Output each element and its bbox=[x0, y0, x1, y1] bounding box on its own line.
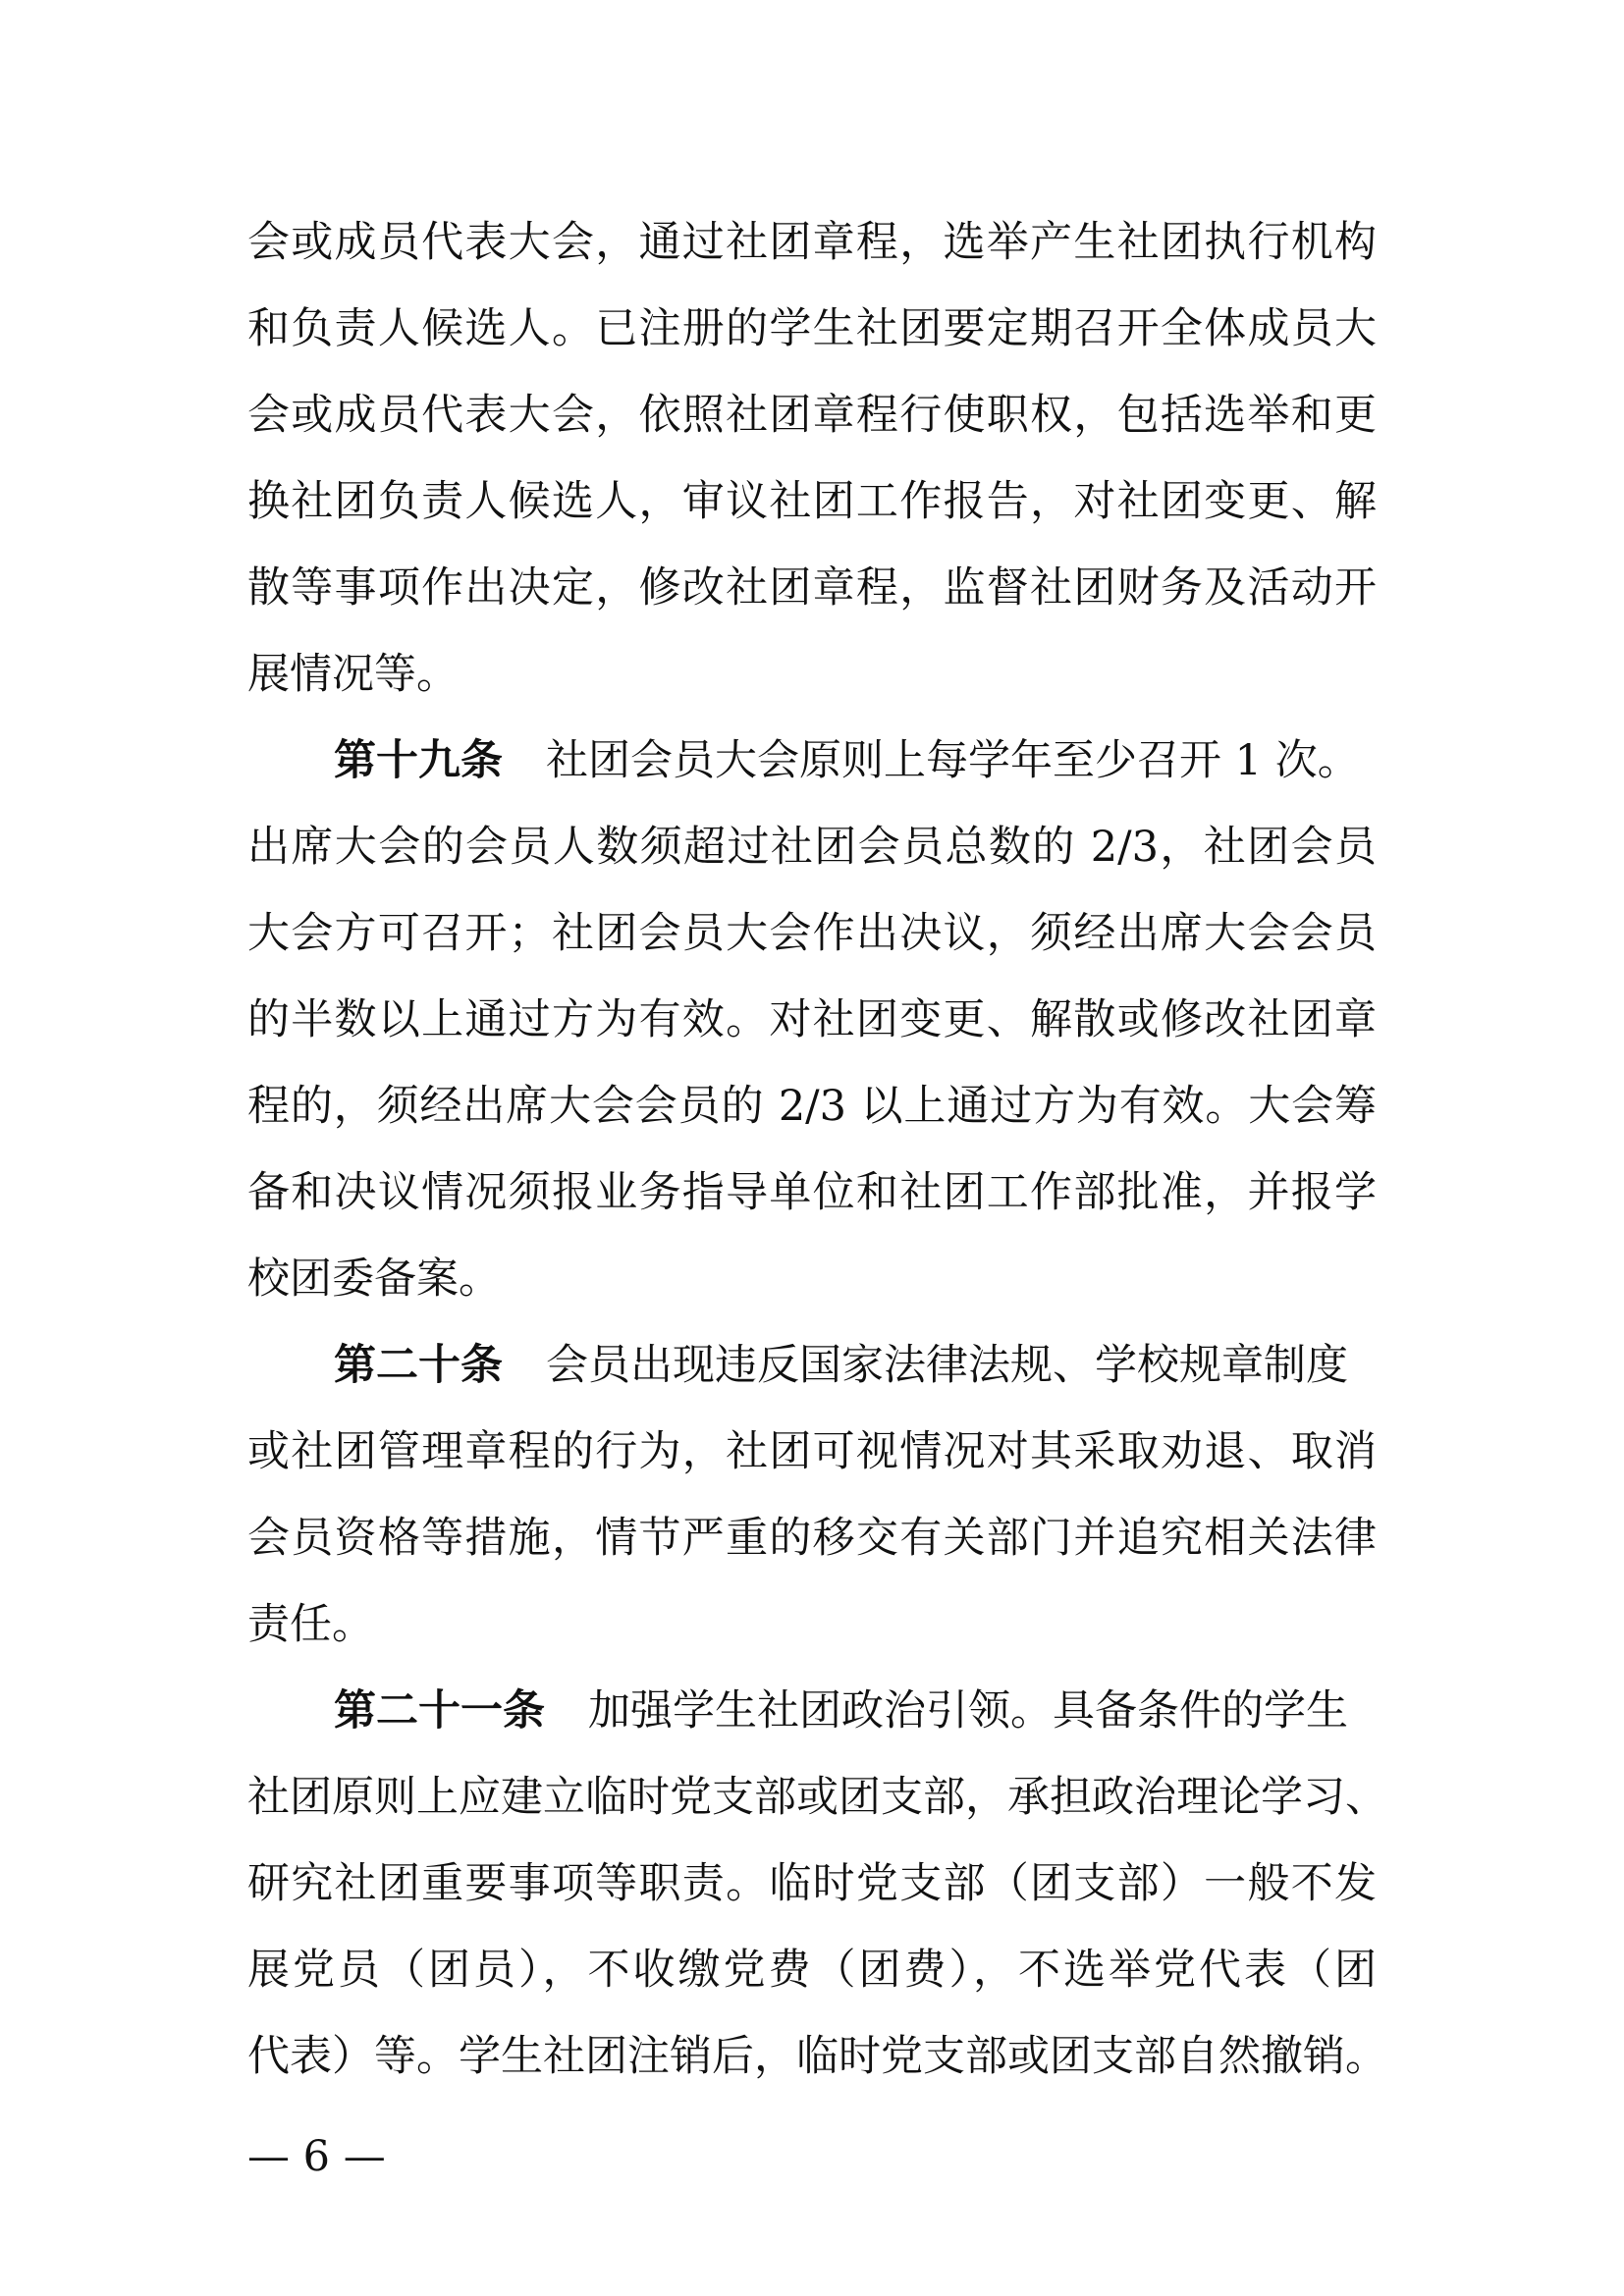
paragraph-line: 展情况等。 bbox=[247, 650, 459, 699]
article-20-text: 会员出现违反国家法律法规、学校规章制度 bbox=[546, 1341, 1348, 1390]
paragraph-line: 研究社团重要事项等职责。临时党支部（团支部）一般不发 bbox=[247, 1859, 1377, 1908]
article-20-first-line bbox=[247, 1322, 1377, 1409]
article-19-first-line bbox=[247, 718, 1377, 804]
article-19-text: 社团会员大会原则上每学年至少召开 1 次。 bbox=[546, 736, 1360, 785]
paragraph-line: 社团原则上应建立临时党支部或团支部，承担政治理论学习、 bbox=[247, 1773, 1387, 1822]
article-21-first-line bbox=[247, 1668, 1377, 1754]
paragraph-line: 和负责人候选人。已注册的学生社团要定期召开全体成员大 bbox=[247, 304, 1377, 353]
paragraph-line: 责任。 bbox=[247, 1600, 374, 1649]
paragraph-line: 会员资格等措施，情节严重的移交有关部门并追究相关法律 bbox=[247, 1514, 1377, 1563]
paragraph-line: 展党员（团员），不收缴党费（团费），不选举党代表（团 bbox=[247, 1946, 1377, 1995]
paragraph-line: 的半数以上通过方为有效。对社团变更、解散或修改社团章 bbox=[247, 995, 1377, 1044]
paragraph-line: 校团委备案。 bbox=[247, 1255, 501, 1304]
article-21-text: 加强学生社团政治引领。具备条件的学生 bbox=[588, 1686, 1348, 1735]
paragraph-line: 换社团负责人候选人，审议社团工作报告，对社团变更、解 bbox=[247, 477, 1377, 526]
paragraph-line: 程的，须经出席大会会员的 2/3 以上通过方为有效。大会筹 bbox=[247, 1082, 1377, 1131]
paragraph-line: 或社团管理章程的行为，社团可视情况对其采取劝退、取消 bbox=[247, 1427, 1377, 1476]
paragraph-line: 大会方可召开；社团会员大会作出决议，须经出席大会会员 bbox=[247, 909, 1377, 958]
paragraph-line: 会或成员代表大会，通过社团章程，选举产生社团执行机构 bbox=[247, 218, 1377, 267]
paragraph-line: 出席大会的会员人数须超过社团会员总数的 2/3，社团会员 bbox=[247, 823, 1377, 872]
paragraph-line: 会或成员代表大会，依照社团章程行使职权，包括选举和更 bbox=[247, 391, 1377, 440]
article-19-heading: 第十九条 bbox=[334, 736, 503, 785]
paragraph-line: 代表）等。学生社团注销后，临时党支部或团支部自然撤销。 bbox=[247, 2032, 1387, 2081]
article-20-heading: 第二十条 bbox=[334, 1341, 503, 1390]
paragraph-line: 备和决议情况须报业务指导单位和社团工作部批准，并报学 bbox=[247, 1168, 1377, 1217]
page-number: — 6 — bbox=[247, 2132, 386, 2181]
paragraph-line: 散等事项作出决定，修改社团章程，监督社团财务及活动开 bbox=[247, 563, 1377, 613]
article-21-heading: 第二十一条 bbox=[334, 1686, 545, 1735]
